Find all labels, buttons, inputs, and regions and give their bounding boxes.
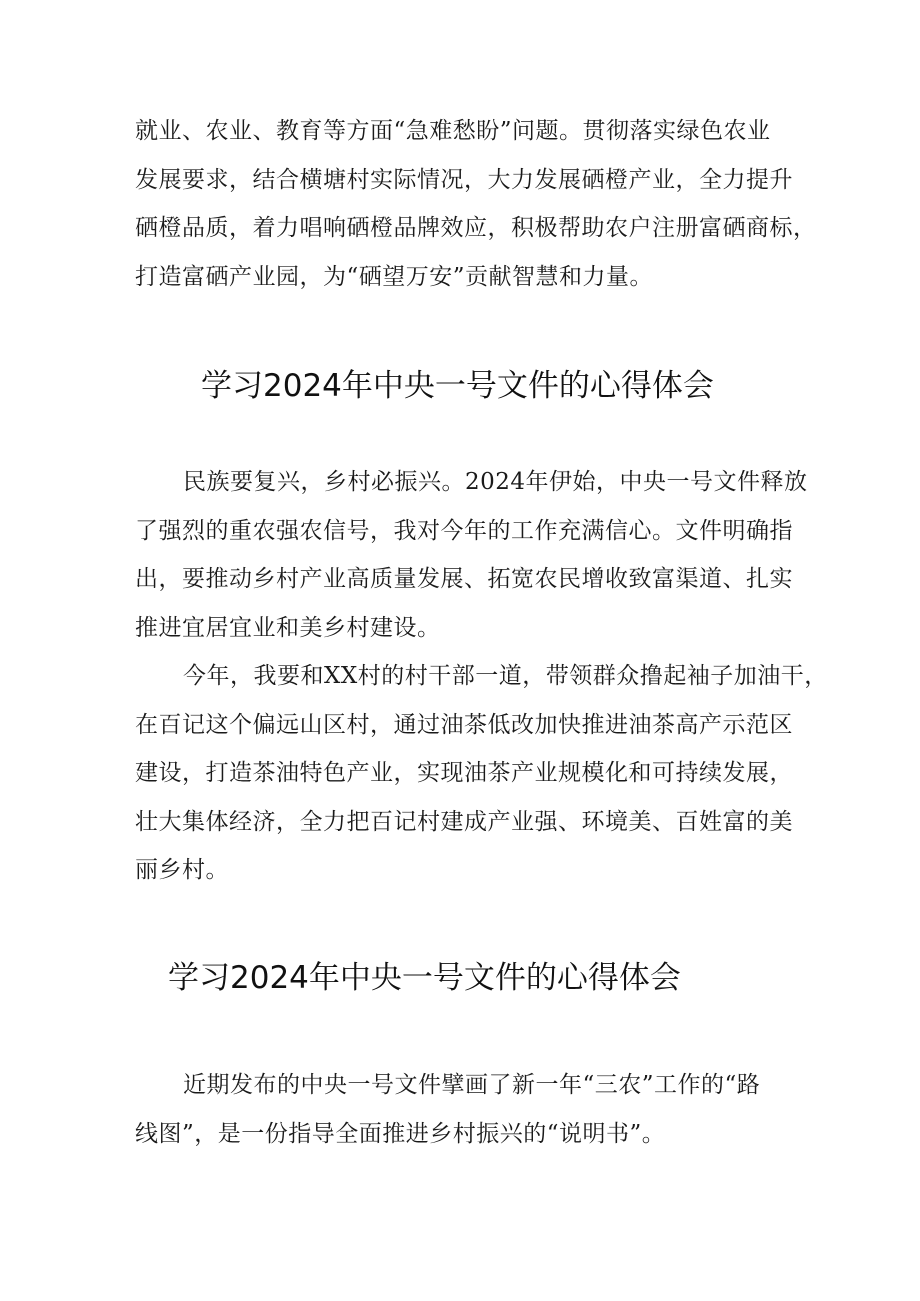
text-line: 硒橙品质，着力唱响硒橙品牌效应，积极帮助农户注册富硒商标， (135, 215, 817, 241)
text-line: 线图”，是一份指导全面推进乡村振兴的“说明书”。 (135, 1120, 666, 1147)
paragraph (135, 652, 828, 895)
text-line: 民族要复兴，乡村必振兴。2024年伊始，中央一号文件释放 (183, 469, 808, 495)
text-line: 近期发布的中央一号文件擘画了新一年“三农”工作的“路 (183, 1072, 761, 1098)
paragraph (135, 1061, 790, 1158)
text-line: 就业、农业、教育等方面“急难愁盼”问题。贯彻落实绿色农业 (135, 118, 771, 144)
section-title: 学习2024年中央一号文件的心得体会 (201, 368, 714, 404)
text-line: 了强烈的重农强农信号，我对今年的工作充满信心。文件明确指 (135, 517, 793, 544)
text-line: 今年，我要和XX村的村干部一道，带领群众撸起袖子加油干， (183, 663, 828, 689)
section-title: 学习2024年中央一号文件的心得体会 (168, 960, 681, 996)
text-line: 推进宜居宜业和美乡村建设。 (135, 614, 441, 641)
text-line: 丽乡村。 (135, 857, 229, 883)
text-line: 在百记这个偏远山区村，通过油茶低改加快推进油茶高产示范区 (135, 711, 793, 738)
paragraph (135, 458, 808, 652)
paragraph-continued (135, 107, 817, 301)
text-line: 发展要求，结合横塘村实际情况，大力发展硒橙产业，全力提升 (135, 166, 793, 193)
text-line: 打造富硒产业园，为“硒望万安”贡献智慧和力量。 (135, 263, 654, 290)
text-line: 壮大集体经济，全力把百记村建成产业强、环境美、百姓富的美 (135, 808, 793, 835)
text-line: 建设，打造茶油特色产业，实现油茶产业规模化和可持续发展， (135, 760, 793, 786)
text-line: 出，要推动乡村产业高质量发展、拓宽农民增收致富渠道、扎实 (135, 566, 793, 592)
